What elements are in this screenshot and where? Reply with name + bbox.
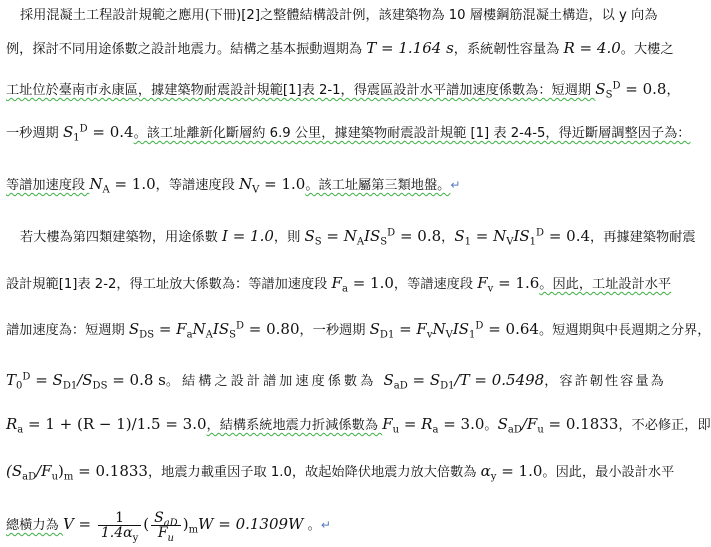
sds-value: = 0.80: [243, 320, 300, 338]
eq-s1-lhs-sub: 1: [464, 236, 471, 248]
eq-ss-na-sub: A: [356, 236, 365, 248]
m-ratio-close: ): [58, 462, 64, 480]
period-expression: T = 1.164 s: [366, 39, 454, 57]
nv-symbol: N: [238, 175, 253, 193]
eq-ss-is-sub: S: [380, 236, 388, 248]
eq-s1-nv-sub: V: [506, 236, 514, 248]
paragraph-mark: ↵: [450, 178, 461, 192]
text-line-8: [6, 319, 711, 341]
inner-den-sub: u: [167, 532, 174, 544]
text-line-4: [6, 122, 691, 144]
sd1-fv: = F: [394, 320, 427, 338]
m-ratio-open: (S: [6, 462, 23, 480]
v-symbol: V =: [62, 515, 96, 533]
line-6-text-b: ，則: [273, 230, 305, 245]
line-6-text-a: 若大樓為第四類建築物，用途係數: [20, 230, 223, 245]
m-ratio-sad-sub: aD: [22, 471, 37, 483]
sds-is-sub: S: [229, 329, 236, 341]
t0-sub: 0: [16, 380, 23, 392]
fu-symbol: F: [382, 415, 393, 433]
inner-num-text: S: [154, 509, 164, 526]
sds-is-sup: D: [235, 320, 244, 332]
w-expression: W = 0.1309W: [198, 515, 304, 533]
eq-s1-is-sup: D: [536, 227, 545, 239]
fu-ra: = R: [399, 415, 433, 433]
ss-value: = 0.8: [620, 80, 667, 98]
sds-fa-sub: a: [186, 329, 193, 341]
alpha-value: = 1.0: [496, 462, 543, 480]
line-9-text-b: ，容許韌性容量為: [544, 374, 666, 389]
sds-na-sub: A: [205, 329, 213, 341]
text-line-10: [6, 414, 711, 436]
paren-m-sub: m: [188, 524, 199, 536]
ss-subscript: S: [605, 89, 613, 101]
sad-sub: aD: [393, 380, 408, 392]
line-10-text-b: 。: [484, 418, 498, 433]
sad-symbol: S: [383, 371, 394, 389]
line-9-text-a: 。結構之設計譜加速度係數為: [165, 374, 384, 389]
line-8-text-b: ，一秒週期: [299, 323, 370, 338]
m-ratio-m-sub: m: [63, 471, 74, 483]
eq-s1-lhs: S: [454, 227, 465, 245]
t0-symbol: T: [6, 371, 17, 389]
eq-ss-lhs: S: [304, 227, 315, 245]
m-ratio-fu: /F: [36, 462, 52, 480]
line-3-text-c: ，: [666, 83, 680, 98]
inner-den-text: F: [157, 524, 168, 541]
t0-sds: /S: [77, 371, 93, 389]
line-6-text-d: ，再據建築物耐震: [590, 230, 696, 245]
line-10-text-a: ，結構系統地震力折減係數為: [206, 418, 383, 433]
eq-ss-na: = N: [321, 227, 357, 245]
na-subscript: A: [102, 184, 110, 196]
sad-value: /T = 0.5498: [454, 371, 545, 389]
paren-open: (: [143, 515, 150, 533]
line-6-text-c: ，: [441, 230, 455, 245]
fu-value: = 3.0: [438, 415, 485, 433]
text-line-3: [6, 79, 680, 101]
paren-close: ): [182, 515, 189, 533]
s1-symbol: S: [62, 123, 74, 141]
na-value: = 1.0: [109, 175, 156, 193]
fraction-den-text: 1.4α: [100, 524, 133, 541]
eq-s1-is: IS: [513, 227, 530, 245]
m-ratio-value: = 0.1833: [73, 462, 148, 480]
fv-symbol: F: [477, 274, 488, 292]
sd1-nv-sub: V: [445, 329, 453, 341]
nv-value: = 1.0: [259, 175, 306, 193]
eq-s1-is-sub: 1: [529, 236, 537, 248]
text-line-9: [6, 370, 666, 392]
fraction-denominator: [98, 524, 141, 544]
line-5-text-c: 。該工址屬第三類地盤。: [305, 178, 451, 193]
line-7-text-b: ，等譜速度段: [393, 277, 478, 292]
fa-value: = 1.0: [347, 274, 394, 292]
line-5-text-a: 等譜加速度段: [6, 178, 90, 193]
fu-sub: u: [392, 424, 400, 436]
sds-fa: = F: [154, 320, 187, 338]
ratio-fu-sub: u: [537, 424, 544, 436]
t0-sd1-sub: D1: [62, 380, 78, 392]
nv-subscript: V: [252, 184, 260, 196]
line-10-text-c: ，不必修正，即: [618, 418, 711, 433]
na-symbol: N: [89, 175, 103, 193]
fa-subscript: a: [341, 283, 348, 295]
sd1-is: IS: [452, 320, 470, 338]
eq-ss-is: IS: [364, 227, 381, 245]
sd1-is-sup: D: [475, 320, 484, 332]
s1-subscript: 1: [73, 132, 80, 144]
sd1-sub: D1: [379, 329, 395, 341]
sds-is: IS: [212, 320, 230, 338]
text-line-12: [6, 504, 653, 544]
eq-s1-value: = 0.4: [544, 227, 591, 245]
line-7-text-a: 設計規範[1]表 2-2，得工址放大係數為：等譜加速度段: [6, 277, 332, 292]
m-ratio-fu-sub: u: [51, 471, 59, 483]
line-11-text-a: ，地震力載重因子取 1.0，故起始降伏地震力放大倍數為: [147, 465, 481, 480]
alpha-sub: y: [490, 471, 497, 483]
text-line-2: [6, 38, 674, 60]
line-5-text-b: ，等譜速度段: [155, 178, 239, 193]
eq-ss-value: = 0.8: [395, 227, 442, 245]
text-line-11: [6, 461, 675, 483]
sds-sub: DS: [139, 329, 155, 341]
t0-value: = 0.8 s: [107, 371, 166, 389]
sd1-is-sub: 1: [469, 329, 476, 341]
eq-ss-is-sup: D: [387, 227, 396, 239]
fraction-numerator: 1: [115, 509, 125, 526]
ratio-value: = 0.1833: [543, 415, 619, 433]
sds-symbol: S: [128, 320, 140, 338]
s1-superscript: D: [79, 123, 88, 135]
sds-na: N: [192, 320, 206, 338]
ra-expression: = 1 + (R − 1)/1.5 = 3.0: [23, 415, 207, 433]
line-2-text-a: 例，探討不同用途係數之設計地震力。結構之基本振動週期為: [6, 42, 367, 57]
line-11-text-b: 。因此，最小設計水平: [542, 465, 675, 480]
ss-symbol: S: [595, 80, 606, 98]
sad-sd1-sub: D1: [440, 380, 455, 392]
eq-ss-lhs-sub: S: [314, 236, 322, 248]
line-4-text-b: 。該工址離新化斷層約 6.9 公里，據建築物耐震設計規範 [1] 表 2-4-5，得近斷層調整因子為：: [133, 126, 691, 141]
ductility-expression: R = 4.0: [563, 39, 621, 57]
line-12-text-b: 。: [303, 518, 321, 533]
fv-value: = 1.6: [493, 274, 540, 292]
fraction-sad-over-fu: [151, 509, 181, 544]
line-8-text-c: 。短週期與中長週期之分界，: [538, 323, 711, 338]
fraction-den-sub: y: [132, 532, 139, 544]
line-7-text-c: 。因此，工址設計水平: [539, 277, 672, 292]
importance-factor: I = 1.0: [222, 227, 274, 245]
fraction-one-over-alpha: [98, 509, 141, 544]
line-12-text-a: 總橫力為: [6, 518, 63, 533]
text-line-5: [6, 174, 653, 196]
ratio-sad: S: [497, 415, 508, 433]
line-3-text-a: 工址位於臺南市永康區，據建築物耐震設計規範[1]表 2-1，得震區設計水平譜加速度係數為：短週期: [6, 83, 596, 98]
paragraph-mark-end: ↵: [320, 518, 331, 532]
sd1-symbol: S: [369, 320, 380, 338]
alpha-symbol: α: [480, 462, 491, 480]
inner-numerator: [151, 509, 181, 529]
text-line-6: [6, 226, 696, 248]
sad-sd1: = S: [407, 371, 441, 389]
t0-sds-sub: DS: [92, 380, 108, 392]
ra-symbol: R: [6, 415, 18, 433]
text-line-7: [6, 273, 672, 295]
fv-subscript: v: [487, 283, 494, 295]
ratio-sad-sub: aD: [507, 424, 522, 436]
sd1-nv: N: [432, 320, 446, 338]
t0-sd1: = S: [30, 371, 63, 389]
line-1-text: 採用混凝土工程設計規範之應用(下冊)[2]之整體結構設計例，該建築物為 10 層樓鋼筋混凝土構造，以 y 向為: [20, 8, 658, 23]
s1-value: = 0.4: [87, 123, 134, 141]
inner-num-sub: aD: [163, 517, 178, 529]
line-8-text-a: 譜加速度為：短週期: [6, 323, 129, 338]
text-line-1: [6, 6, 658, 26]
line-4-text-a: 一秒週期: [6, 126, 63, 141]
ra-sub: a: [17, 424, 24, 436]
sd1-value: = 0.64: [483, 320, 539, 338]
t0-sup: D: [22, 371, 31, 383]
eq-s1-nv: = N: [471, 227, 507, 245]
fu-ra-sub: a: [432, 424, 439, 436]
line-2-text-b: ，系統韌性容量為: [453, 42, 564, 57]
line-2-text-c: 。大樓之: [620, 42, 674, 57]
fa-symbol: F: [331, 274, 342, 292]
ratio-fu: /F: [521, 415, 538, 433]
ss-superscript: D: [612, 80, 621, 92]
sd1-fv-sub: v: [426, 329, 433, 341]
